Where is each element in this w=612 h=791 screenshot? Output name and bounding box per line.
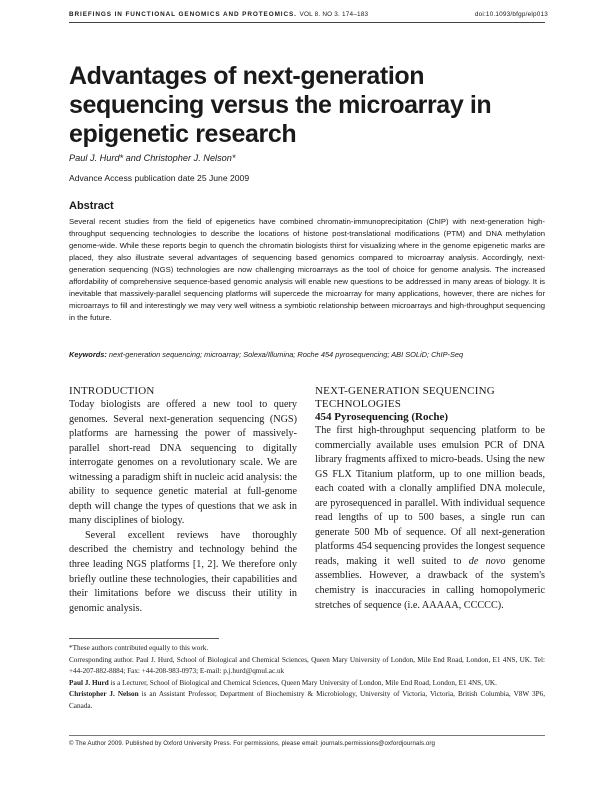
journal-name: BRIEFINGS IN FUNCTIONAL GENOMICS AND PROTEOMICS. <box>69 11 297 18</box>
de-novo-term: de novo <box>468 555 506 567</box>
bio-text-nelson: is an Assistant Professor, Department of Biochemistry & Microbiology, University of Victoria, Victoria, British Columbia, V8W 3P6, Canada. <box>69 690 546 710</box>
keywords <box>69 350 545 359</box>
footnote-corresponding-author: Corresponding author. Paul J. Hurd, School of Biological and Chemical Sciences, Queen Mary University of London, Mile End Road, London, E1 4NS, UK. Tel: +44-207-882-8884; Fax: +44-208-983-0973; E-mail: p.j.hurd@qmul.ac.uk <box>69 655 545 676</box>
pyrosequencing-text-part-2: genome assemblies. However, a drawback of the system's chemistry is inaccuracies in calling homopolymeric stretches of sequence (i.e. AAAAA, CCCCC). <box>315 555 546 611</box>
bio-text-hurd: is a Lecturer, School of Biological and Chemical Sciences, Queen Mary University of London, Mile End Road, London, E1 4NS, UK. <box>108 678 497 687</box>
footnote-bio-nelson <box>69 689 545 712</box>
keywords-label: Keywords: <box>69 350 107 359</box>
pyrosequencing-text-part-1: The first high-throughput sequencing platform to be commercially available uses emulsion PCR of DNA library fragments affixed to micro-beads. Using the new GS FLX Titanium platform, up to one million beads, each coated with a clonally amplified DNA molecule, are pyrosequenced in parallel. With individual sequence read lengths of up to 500 bases, a single run can generate 500 Mb of sequence. Of all next-generation platforms 454 sequencing provides the longest sequence reads, making it well suited to <box>315 425 545 567</box>
doi-link[interactable]: doi:10.1093/bfgp/elp013 <box>474 11 548 18</box>
left-column <box>69 385 297 616</box>
abstract-heading: Abstract <box>69 200 114 212</box>
author-list: Paul J. Hurd* and Christopher J. Nelson* <box>69 153 236 163</box>
introduction-heading: INTRODUCTION <box>69 385 155 397</box>
introduction-paragraph-2: Several excellent reviews have thoroughly described the chemistry and technology behind the three leading NGS platforms [1, 2]. We therefore only briefly outline these technologies, their capabilities and their limitations before we discuss their utility in genomic analysis. <box>69 529 297 614</box>
copyright-divider <box>69 735 545 736</box>
footnotes <box>69 643 545 713</box>
right-column <box>315 385 545 613</box>
footnote-equal-contribution: *These authors contributed equally to this work. <box>69 644 209 652</box>
footnote-bio-hurd <box>69 678 545 690</box>
keywords-list: next-generation sequencing; microarray; Solexa/Illumina; Roche 454 pyrosequencing; ABI SOLiD; ChIP-Seq <box>108 350 464 359</box>
volume-info: VOL 8. NO 3. 174–183 <box>299 11 369 18</box>
header-divider <box>69 22 545 23</box>
pyrosequencing-paragraph <box>315 424 545 613</box>
article-title: Advantages of next-generation sequencing versus the microarray in epigenetic research <box>69 62 492 148</box>
footnote-divider <box>69 638 219 639</box>
pyrosequencing-subheading: 454 Pyrosequencing (Roche) <box>315 411 449 423</box>
introduction-paragraph-1: Today biologists are offered a new tool to query genomes. Several next-generation sequencing (NGS) platforms are harnessing the power of massively-parallel short-read DNA sequencing to digitally interrogate genomes on a revolutionary scale. We are witnessing a paradigm shift in nucleic acid analysis: the ability to sequence genetic material at full-genome depth will change the types of questions that we ask in many disciplines of biology. <box>69 399 297 527</box>
copyright-notice: © The Author 2009. Published by Oxford University Press. For permissions, please email: journals.permissions@oxfordjournals.org <box>69 740 436 747</box>
ngs-section-heading: NEXT-GENERATION SEQUENCING TECHNOLOGIES <box>315 385 495 410</box>
bio-name-hurd: Paul J. Hurd <box>69 678 109 687</box>
publication-date: Advance Access publication date 25 June 2009 <box>69 173 250 183</box>
bio-name-nelson: Christopher J. Nelson <box>69 690 139 699</box>
abstract-text: Several recent studies from the field of epigenetics have combined chromatin-immunoprecipitation (ChIP) with next-generation high-throughput sequencing technologies to describe the locations of histone post-translational modifications (PTM) and DNA methylation genome-wide. While these reports begin to quench the chromatin biologists thirst for visualizing where in the genome epigenetic marks are placed, they also illustrate several advantages of sequencing based genomics compared to microarray analysis. Accordingly, next-generation sequencing (NGS) technologies are now challenging microarrays as the tool of choice for genome analysis. The increased affordability of comprehensive sequence-based genomic analysis will enable new questions to be addressed in many areas of biology. It is inevitable that massively-parallel sequencing platforms will supercede the microarray for many applications, however, there are niches for microarrays to fill and interestingly we may very well witness a symbiotic relationship between microarrays and high-throughput sequencing in the future. <box>69 217 545 322</box>
running-head <box>69 11 548 18</box>
